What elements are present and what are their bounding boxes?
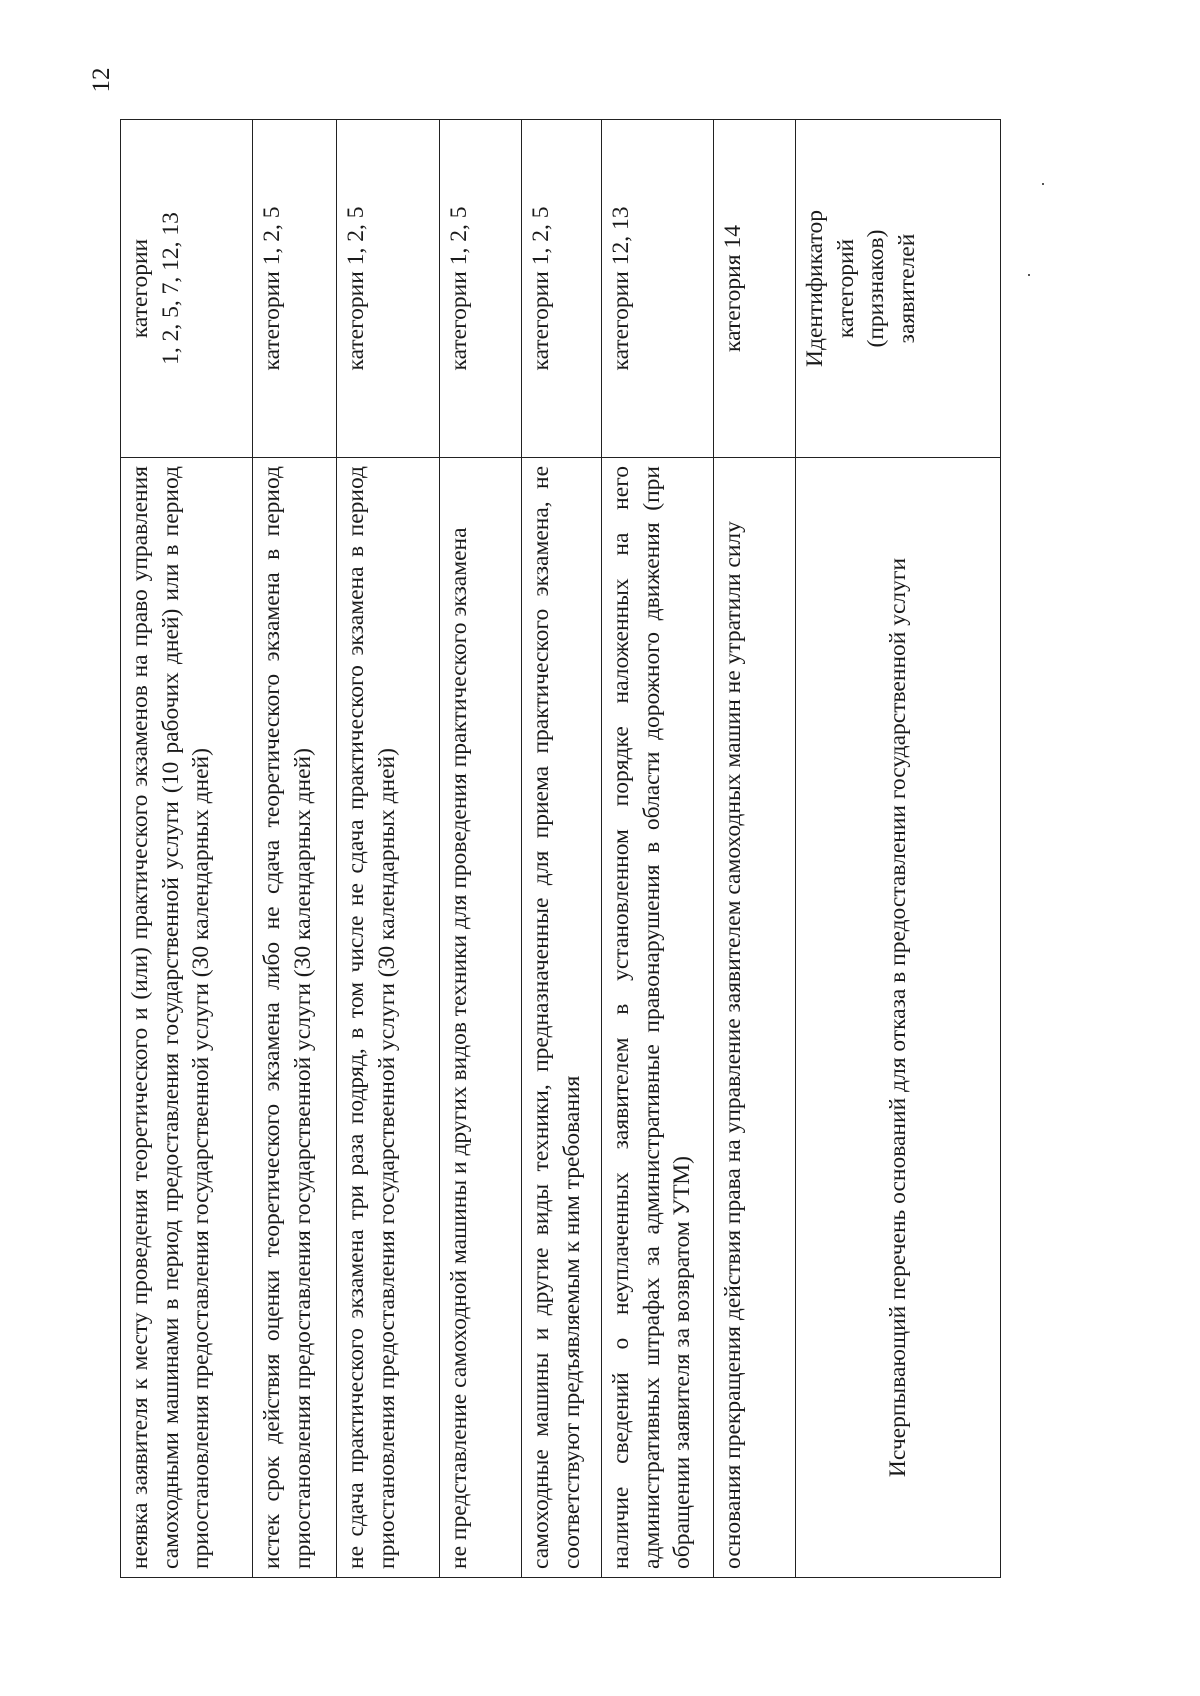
reason-cell: основания прекращения действия права на управление заявителем самоходных машин не утратили силу — [714, 458, 796, 1578]
categories-cell: категории 1, 2, 5 — [440, 120, 522, 458]
table-row — [337, 120, 440, 1578]
refusal-grounds-table — [120, 119, 1001, 1578]
categories-line: 1, 2, 5, 7, 12, 13 — [157, 212, 184, 365]
reason-cell: наличие сведений о неуплаченных заявителем в установленном порядке наложенных на него административных штрафах за административные правонарушения в области дорожного движения (при обращении заявителя за возвратом УТМ) — [602, 458, 714, 1578]
identifier-line: категорий — [832, 238, 859, 339]
table-footer-row — [796, 120, 1001, 1578]
categories-cell — [121, 120, 253, 458]
footer-reason-cell: Исчерпывающий перечень оснований для отказа в предоставлении государственной услуги — [796, 458, 1001, 1578]
rotated-content — [120, 120, 1000, 1578]
categories-cell: категория 14 — [714, 120, 796, 458]
table-row — [253, 120, 337, 1578]
categories-cell: категории 12, 13 — [602, 120, 714, 458]
identifier-line: Идентификатор — [802, 210, 828, 367]
reason-cell: не представление самоходной машины и других видов техники для проведения практического экзамена — [440, 458, 522, 1578]
reason-cell: самоходные машины и другие виды техники, предназначенные для приема практического экзамена, не соответствуют предъявляемым к ним требования — [522, 458, 602, 1578]
categories-cell: категории 1, 2, 5 — [337, 120, 440, 458]
reason-cell: не сдача практического экзамена три раза подряд, в том числе не сдача практического экзамена в период приостановления предоставления государственной услуги (30 календарных дней) — [337, 458, 440, 1578]
categories-cell: категории 1, 2, 5 — [253, 120, 337, 458]
table-row — [602, 120, 714, 1578]
categories-cell: категории 1, 2, 5 — [522, 120, 602, 458]
scan-speck — [1042, 183, 1044, 185]
page-number: 12 — [88, 67, 115, 93]
footer-identifier-cell — [796, 120, 1001, 458]
identifier-line: заявителей — [893, 233, 920, 344]
categories-line: категории — [127, 238, 153, 339]
reason-cell: неявка заявителя к месту проведения теоретического и (или) практического экзаменов на право управления самоходными машинами в период предоставления государственной услуги (10 рабочих дней) или в период приостановления предоставления государственной услуги (30 календарных дней) — [121, 458, 253, 1578]
table-row — [440, 120, 522, 1578]
identifier-line: (признаков) — [863, 229, 889, 348]
reason-cell: истек срок действия оценки теоретического экзамена либо не сдача теоретического экзамена в период приостановления предоставления государственной услуги (30 календарных дней) — [253, 458, 337, 1578]
table-row — [522, 120, 602, 1578]
table-row — [121, 120, 253, 1578]
scan-speck — [1028, 274, 1030, 276]
table-row — [714, 120, 796, 1578]
